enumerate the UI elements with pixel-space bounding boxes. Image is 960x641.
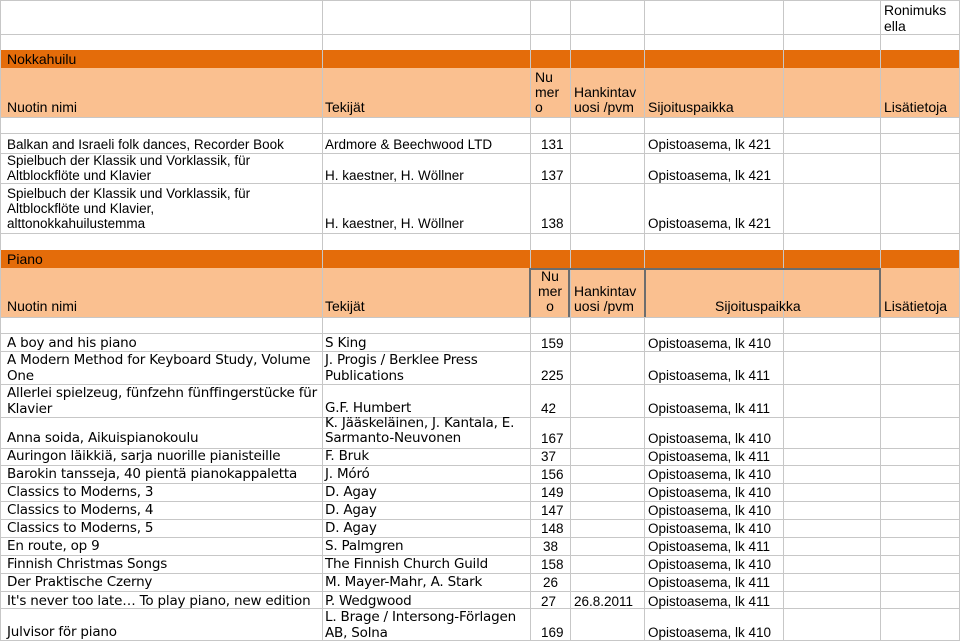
cell-maker: M. Mayer-Mahr, A. Stark — [325, 574, 483, 590]
cell-line: Spielbuch der Klassik und Vorklassik, für — [7, 186, 251, 201]
cell-maker: S King — [325, 335, 367, 351]
cell-maker: H. kaestner, H. Wöllner — [325, 168, 464, 183]
header-band-piano — [0, 268, 960, 317]
cell-name — [7, 186, 250, 231]
cell-number: 169 — [541, 625, 564, 640]
cell-location: Opistoasema, lk 410 — [648, 503, 772, 518]
column-header-name: Nuotin nimi — [7, 99, 78, 115]
column-header-maker: Tekijät — [325, 99, 365, 115]
header-line: mer — [537, 283, 563, 299]
cell-location: Opistoasema, lk 410 — [648, 557, 772, 572]
cell-line: L. Brage / Intersong-Förlagen — [325, 609, 516, 625]
cell-maker: D. Agay — [325, 520, 377, 536]
cell-number: 26 — [543, 575, 559, 590]
corner-header — [884, 2, 946, 34]
cell-number: 167 — [541, 431, 564, 446]
cell-location: Opistoasema, lk 411 — [648, 594, 771, 609]
cell-line: K. Jääskeläinen, J. Kantala, E. — [325, 415, 515, 431]
cell-name: Anna soida, Aikuispianokoulu — [7, 430, 199, 446]
cell-line: Allerlei spielzeug, fünfzehn fünffingerstücke für — [7, 385, 318, 401]
column-header-acquired — [574, 284, 636, 314]
header-line: uosi /pvm — [574, 298, 634, 314]
cell-maker — [325, 416, 514, 446]
cell-name: Classics to Moderns, 3 — [7, 484, 154, 500]
cell-name: A boy and his piano — [7, 335, 137, 351]
cell-line: Klavier — [7, 401, 53, 417]
cell-maker: D. Agay — [325, 502, 377, 518]
column-header-info: Lisätietoja — [884, 298, 948, 314]
cell-maker: J. Móró — [325, 466, 370, 482]
header-line: Nu — [535, 69, 553, 85]
corner-header-line: ella — [884, 18, 906, 34]
cell-line: Publications — [325, 368, 404, 384]
section-band-piano — [0, 250, 960, 268]
section-title: Nokkahuilu — [7, 51, 77, 67]
column-header-acquired — [574, 85, 636, 115]
cell-maker: F. Bruk — [325, 448, 369, 464]
column-header-name: Nuotin nimi — [7, 298, 78, 314]
cell-acquired: 26.8.2011 — [574, 594, 634, 609]
cell-maker: H. kaestner, H. Wöllner — [325, 216, 464, 231]
cell-name: Classics to Moderns, 5 — [7, 520, 154, 536]
cell-number: 148 — [541, 521, 564, 536]
cell-number: 37 — [541, 449, 557, 464]
header-band-nokkahuilu — [0, 68, 960, 117]
section-band-nokkahuilu — [0, 50, 960, 68]
cell-maker: The Finnish Church Guild — [325, 556, 489, 572]
cell-number: 42 — [541, 401, 557, 416]
cell-number: 138 — [541, 216, 564, 231]
header-line: Hankintav — [574, 283, 637, 299]
cell-location: Opistoasema, lk 421 — [648, 168, 772, 183]
cell-name: Der Praktische Czerny — [7, 574, 153, 590]
cell-number: 147 — [541, 503, 564, 518]
cell-line: AB, Solna — [325, 625, 388, 641]
header-line: uosi /pvm — [574, 99, 634, 115]
column-header-maker: Tekijät — [325, 298, 365, 314]
cell-line: Sarmanto-Neuvonen — [325, 430, 462, 446]
cell-name: Julvisor för piano — [7, 624, 117, 640]
header-line: o — [546, 298, 554, 314]
cell-location: Opistoasema, lk 410 — [648, 625, 772, 640]
cell-number: 158 — [541, 557, 564, 572]
cell-location: Opistoasema, lk 421 — [648, 137, 772, 152]
cell-maker: G.F. Humbert — [325, 400, 412, 416]
cell-number: 38 — [543, 539, 559, 554]
cell-location: Opistoasema, lk 411 — [648, 368, 771, 383]
cell-number: 159 — [541, 336, 564, 351]
cell-maker: D. Agay — [325, 484, 377, 500]
cell-location: Opistoasema, lk 411 — [648, 449, 771, 464]
cell-number: 137 — [541, 168, 564, 183]
header-line: o — [535, 99, 543, 115]
cell-name: En route, op 9 — [7, 538, 100, 554]
cell-location: Opistoasema, lk 411 — [648, 539, 771, 554]
cell-line: J. Progis / Berklee Press — [325, 352, 478, 368]
cell-maker: Ardmore & Beechwood LTD — [325, 137, 493, 152]
cell-maker — [325, 609, 516, 641]
cell-number: 27 — [541, 594, 557, 609]
cell-name: It's never too late… To play piano, new edition — [7, 593, 311, 609]
cell-number: 225 — [541, 368, 564, 383]
cell-name: Balkan and Israeli folk dances, Recorder Book — [7, 137, 284, 152]
cell-name — [7, 385, 317, 417]
cell-line: alttonokkahuilustemma — [7, 216, 146, 231]
header-line: Hankintav — [574, 84, 637, 100]
cell-name: Finnish Christmas Songs — [7, 556, 168, 572]
cell-location: Opistoasema, lk 410 — [648, 467, 772, 482]
cell-maker: S. Palmgren — [325, 538, 404, 554]
cell-location: Opistoasema, lk 410 — [648, 521, 772, 536]
cell-name — [7, 153, 250, 183]
column-header-info: Lisätietoja — [884, 99, 948, 115]
cell-location: Opistoasema, lk 421 — [648, 216, 772, 231]
cell-location: Opistoasema, lk 410 — [648, 336, 772, 351]
cell-location: Opistoasema, lk 411 — [648, 401, 771, 416]
cell-name — [7, 352, 310, 384]
cell-line: One — [7, 368, 34, 384]
cell-location: Opistoasema, lk 410 — [648, 431, 772, 446]
header-line: mer — [535, 84, 560, 100]
cell-line: Altblockflöte und Klavier, — [7, 201, 155, 216]
header-line: Nu — [541, 268, 559, 284]
cell-name: Classics to Moderns, 4 — [7, 502, 154, 518]
cell-line: Spielbuch der Klassik und Vorklassik, für — [7, 153, 251, 168]
cell-location: Opistoasema, lk 410 — [648, 485, 772, 500]
corner-header-line: Ronimuks — [884, 2, 947, 18]
cell-number: 131 — [541, 137, 564, 152]
column-header-number — [532, 269, 568, 314]
cell-location: Opistoasema, lk 411 — [648, 575, 771, 590]
cell-number: 149 — [541, 485, 564, 500]
column-header-number — [535, 70, 559, 115]
column-header-location: Sijoituspaikka — [715, 298, 801, 314]
cell-maker: P. Wedgwood — [325, 593, 412, 609]
section-title: Piano — [7, 251, 43, 267]
cell-maker — [325, 352, 478, 384]
column-header-location: Sijoituspaikka — [648, 99, 734, 115]
cell-line: A Modern Method for Keyboard Study, Volume — [7, 352, 311, 368]
cell-line: Altblockflöte und Klavier — [7, 168, 152, 183]
cell-name: Barokin tansseja, 40 pientä pianokappaletta — [7, 466, 298, 482]
cell-number: 156 — [541, 467, 564, 482]
cell-name: Auringon läikkiä, sarja nuorille pianisteille — [7, 448, 281, 464]
